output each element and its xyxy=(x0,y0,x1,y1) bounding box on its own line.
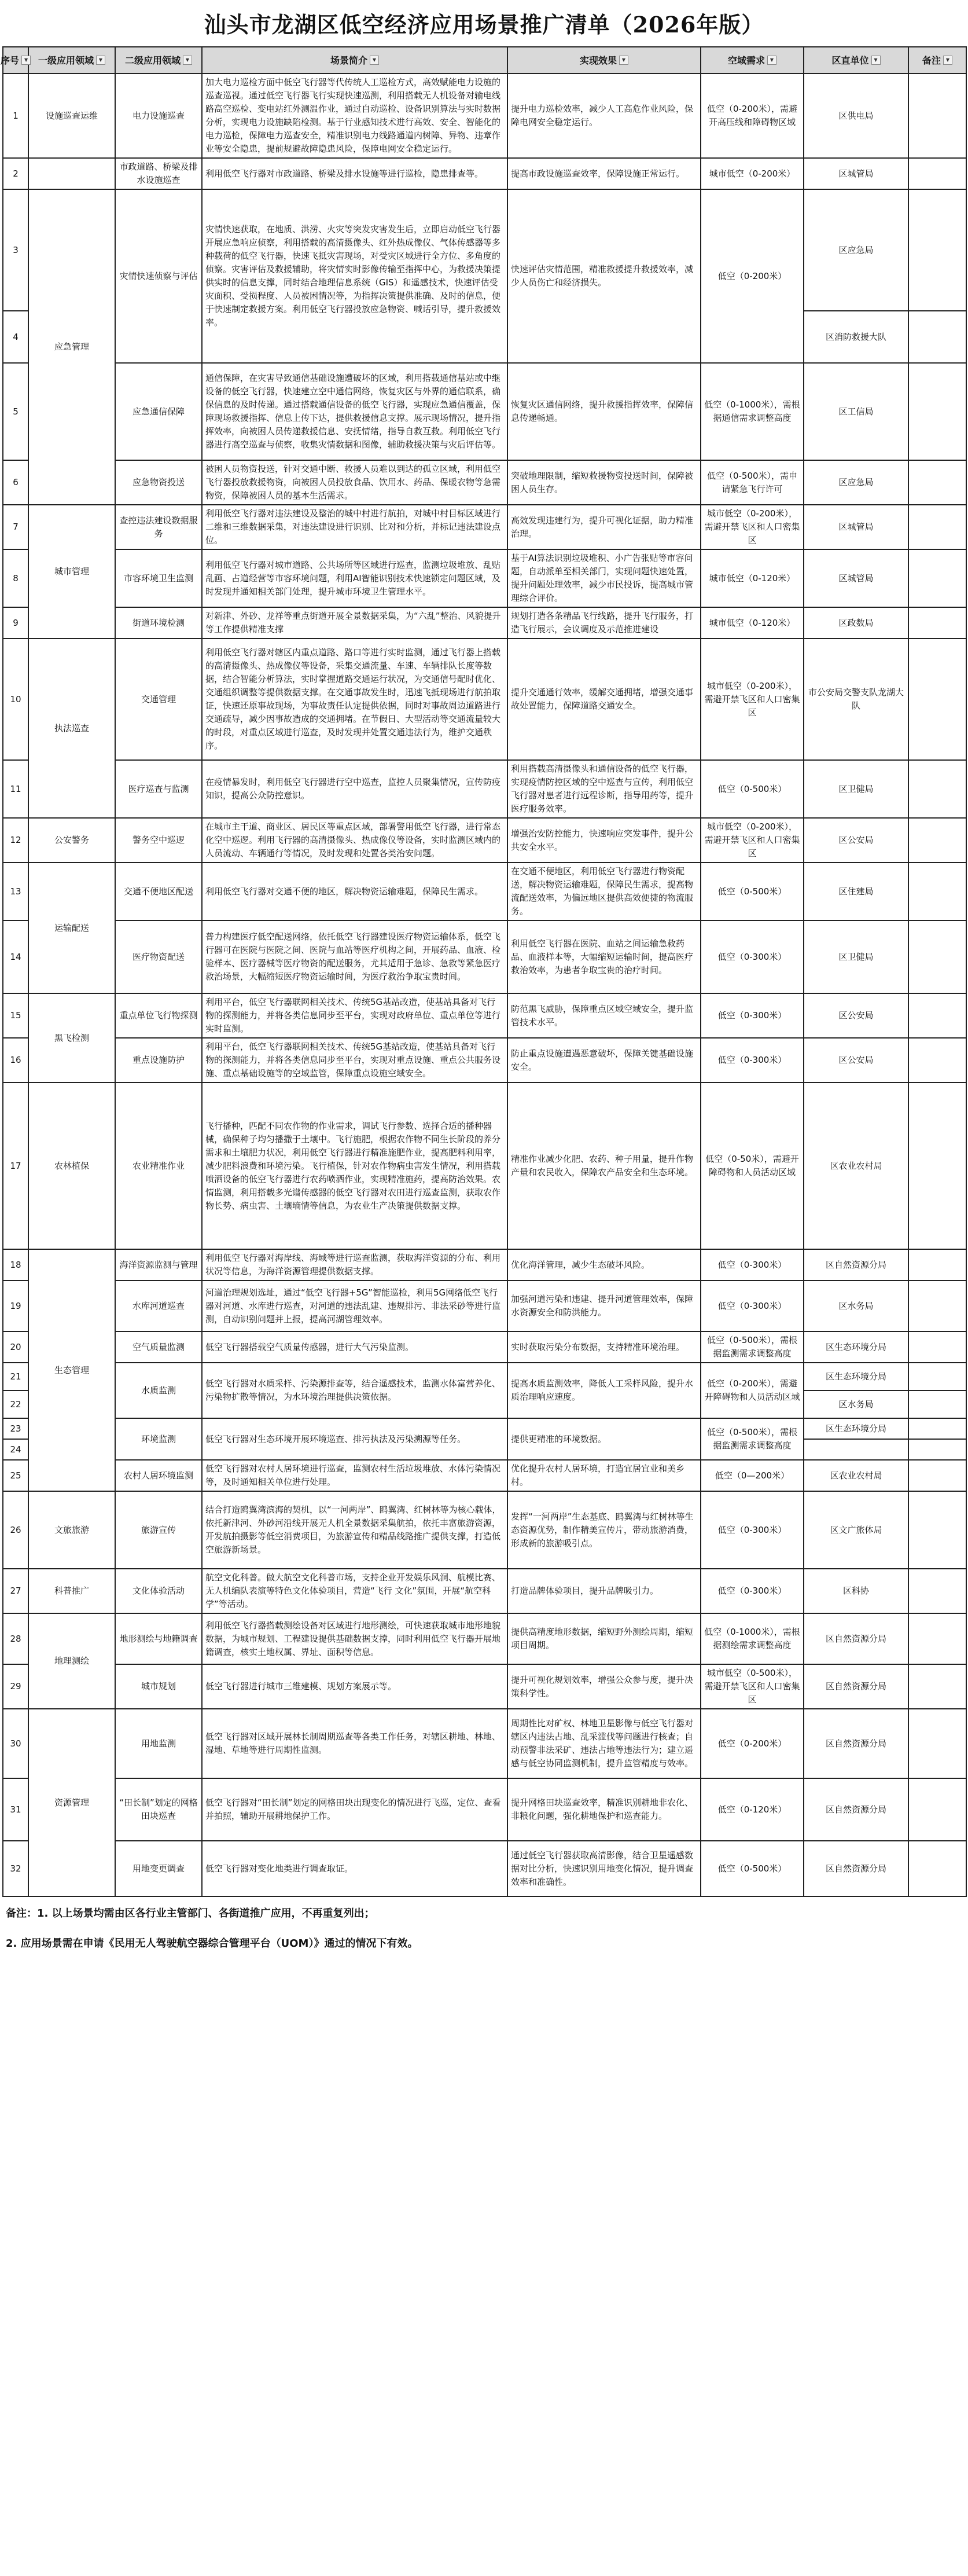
scenario-description-cell: 加大电力巡检方面中低空飞行器等代传统人工巡检方式，高效赋能电力设施的巡查巡视。通过低空飞行器飞行实现快速巡测，利用搭载无人机设备对输电线路高空巡检、变电站红外测温作业，通过自动巡检、设备识别算法与实时数据分析，实现电力设施缺陷检测。基于行业感知技术进行高效、安全、智能化的电力巡检，保障电力巡查安全，精准识别电力线路通道内树障、异物、违章作业等安全隐患，提前规避故障隐患风险，保障电网安全稳定运行。 xyxy=(202,74,507,158)
remark-cell xyxy=(908,1841,966,1896)
remark-cell xyxy=(908,505,966,549)
remark-cell xyxy=(908,1390,966,1418)
effect-cell: 防止重点设施遭遇恶意破坏，保障关键基础设施安全。 xyxy=(507,1038,701,1082)
airspace-requirement-cell: 低空（0—200米） xyxy=(701,1460,804,1491)
table-row xyxy=(3,1613,966,1664)
table-row xyxy=(3,363,966,460)
row-number-cell: 31 xyxy=(3,1778,28,1841)
remark-cell xyxy=(908,863,966,920)
level2-domain-cell: 街道环境检测 xyxy=(115,607,202,639)
department-cell: 区科协 xyxy=(804,1569,908,1613)
row-number-cell: 25 xyxy=(3,1460,28,1491)
effect-cell: 实时获取污染分布数据，支持精准环境治理。 xyxy=(507,1331,701,1363)
row-number-cell: 27 xyxy=(3,1569,28,1613)
level1-domain-cell: 生态管理 xyxy=(28,1249,115,1491)
column-header xyxy=(115,47,202,74)
level2-domain-cell: 农业精准作业 xyxy=(115,1082,202,1249)
department-cell: 区农业农村局 xyxy=(804,1460,908,1491)
row-number-cell: 20 xyxy=(3,1331,28,1363)
filter-dropdown-icon[interactable]: ▼ xyxy=(96,56,105,65)
effect-cell: 优化海洋管理，减少生态破坏风险。 xyxy=(507,1249,701,1280)
scenario-description-cell: 低空飞行器对区域开展林长制周期巡查等各类工作任务，对辖区耕地、林地、湿地、草地等进行周期性监测。 xyxy=(202,1709,507,1778)
department-cell: 区自然资源分局 xyxy=(804,1778,908,1841)
department-cell: 区公安局 xyxy=(804,818,908,863)
scenario-description-cell: 利用低空飞行器对城市道路、公共场所等区域进行巡查，监测垃圾堆放、乱贴乱画、占道经营等市容环境问题，利用AI智能识别技术快速锁定问题区域，及时发现并通知相关部门处理，提升城市环境卫生管理水平。 xyxy=(202,549,507,607)
table-row xyxy=(3,1778,966,1841)
level2-domain-cell: 地形测绘与地籍调查 xyxy=(115,1613,202,1664)
row-number-cell: 19 xyxy=(3,1280,28,1331)
table-row xyxy=(3,1418,966,1439)
scenario-description-cell: 通信保障，在灾害导致通信基础设施遭破坏的区域，利用搭载通信基站或中继设备的低空飞行器，快速建立空中通信网络，恢复灾区与外界的通信联系，确保信息的及时传递。通过搭载通信设备的低空飞行器，实现应急通信覆盖，保障现场救援指挥、信息上传下达，提供救援信息支撑。展示现场情况，提升指挥效率，向被困人员传递救援信息、安抚情绪，指导自救互救。利用低空飞行器进行高空巡查与侦察，收集灾情数据和图像，辅助救援决策与灾后评估等。 xyxy=(202,363,507,460)
airspace-requirement-cell: 城市低空（0-500米），需避开禁飞区和人口密集区 xyxy=(701,1664,804,1709)
airspace-requirement-cell: 城市低空（0-200米），需避开禁飞区和人口密集区 xyxy=(701,505,804,549)
row-number-cell: 1 xyxy=(3,74,28,158)
row-number-cell: 7 xyxy=(3,505,28,549)
level1-domain-cell: 公安警务 xyxy=(28,818,115,863)
level2-domain-cell: 文化体验活动 xyxy=(115,1569,202,1613)
scenario-description-cell: 利用低空飞行器对辖区内重点道路、路口等进行实时监测，通过飞行器上搭载的高清摄像头、热成像仪等设备，采集交通流量、车速、车辆排队长度等数据，结合智能分析算法，实时掌握道路交通运行状况，为交通信号配时优化、交通组织调整等提供数据支撑。在交通事故发生时，迅速飞抵现场进行航拍取证，快速还原事故现场，为事故责任认定提供依据，同时对事故周边道路进行交通疏导，减少因事故造成的交通拥堵。在节假日、大型活动等交通流量较大的时段，对重点区域进行巡查，及时发现并处置交通违法行为，维护交通秩序。 xyxy=(202,639,507,760)
effect-cell: 提升电力巡检效率，减少人工高危作业风险，保障电网安全稳定运行。 xyxy=(507,74,701,158)
table-row xyxy=(3,920,966,993)
scenario-description-cell: 河道治理规划选址，通过“低空飞行器+5G”智能巡检，利用5G网络低空飞行器对河道、水库进行巡查，对河道的违法乱建、违规排污、非法采砂等进行监测，自动识别问题并上报，提高河湖管理效率。 xyxy=(202,1280,507,1331)
level2-domain-cell: 市政道路、桥梁及排水设施巡查 xyxy=(115,158,202,189)
level2-domain-cell: 医疗物资配送 xyxy=(115,920,202,993)
scenario-description-cell: 利用低空飞行器对海岸线、海域等进行巡查监测，获取海洋资源的分布、利用状况等信息，为海洋资源管理提供数据支撑。 xyxy=(202,1249,507,1280)
scenario-description-cell: 利用低空飞行器对违法建设及整治的城中村进行航拍，对城中村目标区域进行二维和三维数据采集，对违法建设进行识别、比对和分析，并标记违法建设点位。 xyxy=(202,505,507,549)
department-cell: 区生态环境分局 xyxy=(804,1331,908,1363)
column-header xyxy=(908,47,966,74)
department-cell: 区政数局 xyxy=(804,607,908,639)
department-cell: 区消防救援大队 xyxy=(804,311,908,363)
department-cell: 区城管局 xyxy=(804,158,908,189)
row-number-cell: 23 xyxy=(3,1418,28,1439)
row-number-cell: 32 xyxy=(3,1841,28,1896)
airspace-requirement-cell: 低空（0-300米） xyxy=(701,1280,804,1331)
level1-domain-cell: 运输配送 xyxy=(28,863,115,993)
table-row xyxy=(3,818,966,863)
remark-cell xyxy=(908,1460,966,1491)
row-number-cell: 8 xyxy=(3,549,28,607)
airspace-requirement-cell: 城市低空（0-120米） xyxy=(701,607,804,639)
level2-domain-cell: 灾情快速侦察与评估 xyxy=(115,189,202,363)
table-row xyxy=(3,1460,966,1491)
scenario-description-cell: 低空飞行器对变化地类进行调查取证。 xyxy=(202,1841,507,1896)
department-cell: 区城管局 xyxy=(804,505,908,549)
airspace-requirement-cell: 低空（0-300米） xyxy=(701,1249,804,1280)
department-cell: 区生态环境分局 xyxy=(804,1363,908,1390)
remark-cell xyxy=(908,993,966,1038)
row-number-cell: 30 xyxy=(3,1709,28,1778)
effect-cell: 提升可视化规划效率，增强公众参与度，提升决策科学性。 xyxy=(507,1664,701,1709)
column-header-label: 区直单位 xyxy=(831,54,869,66)
scenario-description-cell: 低空飞行器搭载空气质量传感器，进行大气污染监测。 xyxy=(202,1331,507,1363)
level1-domain-cell xyxy=(28,158,115,189)
effect-cell: 利用低空飞行器在医院、血站之间运输急救药品、血液样本等，大幅缩短运输时间，提高医疗救治效率，为患者争取宝贵的治疗时间。 xyxy=(507,920,701,993)
airspace-requirement-cell: 低空（0-120米） xyxy=(701,1778,804,1841)
department-cell: 区自然资源分局 xyxy=(804,1613,908,1664)
department-cell: 区应急局 xyxy=(804,189,908,311)
effect-cell: 在交通不便地区，利用低空飞行器进行物资配送，解决物资运输难题，保障民生需求，提高物流配送效率，为偏远地区提供高效便捷的物流服务。 xyxy=(507,863,701,920)
airspace-requirement-cell: 低空（0-300米） xyxy=(701,1491,804,1569)
remark-cell xyxy=(908,1331,966,1363)
level2-domain-cell: 交通不便地区配送 xyxy=(115,863,202,920)
level1-domain-cell: 应急管理 xyxy=(28,189,115,505)
airspace-requirement-cell: 城市低空（0-200米），需避开禁飞区和人口密集区 xyxy=(701,818,804,863)
department-cell: 区应急局 xyxy=(804,460,908,505)
remark-cell xyxy=(908,311,966,363)
row-number-cell: 4 xyxy=(3,311,28,363)
column-header-label: 一级应用领域 xyxy=(38,54,94,66)
airspace-requirement-cell: 低空（0-500米） xyxy=(701,760,804,818)
level2-domain-cell: 应急物资投送 xyxy=(115,460,202,505)
row-number-cell: 3 xyxy=(3,189,28,311)
remark-cell xyxy=(908,1082,966,1249)
row-number-cell: 11 xyxy=(3,760,28,818)
column-header xyxy=(804,47,908,74)
airspace-requirement-cell: 低空（0-500米），需申请紧急飞行许可 xyxy=(701,460,804,505)
scenario-description-cell: 普力构建医疗低空配送网络，依托低空飞行器建设医疗物资运输体系，低空飞行器可在医院与医院之间、医院与血站等医疗机构之间，开展药品、血液、检验样本、医疗器械等医疗物资的配送服务，尤其适用于急诊、急救等紧急医疗救治场景，大幅缩短医疗物资运输时间，为医疗救治争取宝贵时间。 xyxy=(202,920,507,993)
department-cell: 区文广旅体局 xyxy=(804,1491,908,1569)
effect-cell: 提供高精度地形数据，缩短野外测绘周期，缩短项目周期。 xyxy=(507,1613,701,1664)
column-header-label: 备注 xyxy=(922,54,941,66)
effect-cell: 防范黑飞威胁，保障重点区域空域安全，提升监管技术水平。 xyxy=(507,993,701,1038)
scenario-table xyxy=(2,46,967,1897)
remark-cell xyxy=(908,1439,966,1460)
scenario-description-cell: 利用低空飞行器对交通不便的地区，解决物资运输难题，保障民生需求。 xyxy=(202,863,507,920)
table-row xyxy=(3,1491,966,1569)
level1-domain-cell: 地理测绘 xyxy=(28,1613,115,1709)
filter-dropdown-icon[interactable]: ▼ xyxy=(370,56,379,65)
department-cell: 区水务局 xyxy=(804,1390,908,1418)
column-header-label: 场景简介 xyxy=(330,54,367,66)
department-cell xyxy=(804,1439,908,1460)
airspace-requirement-cell: 城市低空（0-200米），需避开禁飞区和人口密集区 xyxy=(701,639,804,760)
row-number-cell: 10 xyxy=(3,639,28,760)
department-cell: 区自然资源分局 xyxy=(804,1709,908,1778)
effect-cell: 提升交通通行效率，缓解交通拥堵，增强交通事故处置能力，保障道路交通安全。 xyxy=(507,639,701,760)
level1-domain-cell: 城市管理 xyxy=(28,505,115,639)
row-number-cell: 6 xyxy=(3,460,28,505)
remark-cell xyxy=(908,1778,966,1841)
level2-domain-cell: “田长制”划定的网格田块巡查 xyxy=(115,1778,202,1841)
airspace-requirement-cell: 城市低空（0-120米） xyxy=(701,549,804,607)
row-number-cell: 13 xyxy=(3,863,28,920)
page-title: 汕头市龙湖区低空经济应用场景推广清单（2026年版） xyxy=(204,12,764,38)
table-row xyxy=(3,460,966,505)
level2-domain-cell: 海洋资源监测与管理 xyxy=(115,1249,202,1280)
remark-cell xyxy=(908,818,966,863)
column-header-label: 空域需求 xyxy=(727,54,765,66)
remark-cell xyxy=(908,1709,966,1778)
column-header xyxy=(701,47,804,74)
row-number-cell: 12 xyxy=(3,818,28,863)
scenario-description-cell: 低空飞行器进行城市三维建模、规划方案展示等。 xyxy=(202,1664,507,1709)
effect-cell: 规划打造各条精品飞行线路，提升飞行服务，打造飞行展示，会议调度及示范推进建设 xyxy=(507,607,701,639)
note-2: 2. 应用场景需在申请《民用无人驾驶航空器综合管理平台（UOM）》通过的情况下有效。 xyxy=(6,1937,418,1950)
effect-cell: 提升网格田块巡查效率，精准识别耕地非农化、非粮化问题，强化耕地保护和巡查能力。 xyxy=(507,1778,701,1841)
row-number-cell: 24 xyxy=(3,1439,28,1460)
department-cell: 区公安局 xyxy=(804,993,908,1038)
remark-cell xyxy=(908,1418,966,1439)
airspace-requirement-cell: 低空（0-300米） xyxy=(701,1569,804,1613)
remark-cell xyxy=(908,1491,966,1569)
effect-cell: 精准作业减少化肥、农药、种子用量，提升作物产量和农民收入，保障农产品安全和生态环境。 xyxy=(507,1082,701,1249)
table-header-row xyxy=(3,47,966,74)
row-number-cell: 17 xyxy=(3,1082,28,1249)
effect-cell: 周期性比对矿权、林地卫星影像与低空飞行器对辖区内违法占地、乱采滥伐等问题进行核查；自动预警非法采矿、违法占地等违法行为；建立遥感与低空协同监测机制，提升监管精度与效率。 xyxy=(507,1709,701,1778)
scenario-description-cell: 低空飞行器对“田长制”划定的网格田块出现变化的情况进行飞巡，定位、查看并拍照，辅助开展耕地保护工作。 xyxy=(202,1778,507,1841)
level2-domain-cell: 市容环境卫生监测 xyxy=(115,549,202,607)
department-cell: 区城管局 xyxy=(804,549,908,607)
remark-cell xyxy=(908,363,966,460)
effect-cell: 提高市政设施巡查效率，保障设施正常运行。 xyxy=(507,158,701,189)
row-number-cell: 22 xyxy=(3,1390,28,1418)
row-number-cell: 26 xyxy=(3,1491,28,1569)
scenario-description-cell: 低空飞行器对农村人居环境进行巡查，监测农村生活垃圾堆放、水体污染情况等，及时通知相关单位进行处理。 xyxy=(202,1460,507,1491)
scenario-description-cell: 对新津、外砂、龙祥等重点街道开展全景数据采集，为“六乱”整治、风貌提升等工作提供精准支撑 xyxy=(202,607,507,639)
remark-cell xyxy=(908,1613,966,1664)
table-row xyxy=(3,993,966,1038)
remark-cell xyxy=(908,1664,966,1709)
airspace-requirement-cell: 低空（0-1000米），需根据测绘需求调整高度 xyxy=(701,1613,804,1664)
airspace-requirement-cell: 低空（0-500米） xyxy=(701,1841,804,1896)
level2-domain-cell: 重点单位飞行物探测 xyxy=(115,993,202,1038)
airspace-requirement-cell: 低空（0-200米） xyxy=(701,1709,804,1778)
effect-cell: 增强治安防控能力，快速响应突发事件，提升公共安全水平。 xyxy=(507,818,701,863)
table-row xyxy=(3,1569,966,1613)
effect-cell: 高效发现违建行为，提升可视化证据，助力精准治理。 xyxy=(507,505,701,549)
row-number-cell: 14 xyxy=(3,920,28,993)
table-row xyxy=(3,639,966,760)
effect-cell: 打造品牌体验项目，提升品牌吸引力。 xyxy=(507,1569,701,1613)
column-header xyxy=(3,47,28,74)
department-cell: 区自然资源分局 xyxy=(804,1249,908,1280)
effect-cell: 发挥“一河两岸”生态基底、鸥翼湾与红树林等生态资源优势，制作精美宣传片，带动旅游消费，形成新的旅游吸引点。 xyxy=(507,1491,701,1569)
remark-cell xyxy=(908,607,966,639)
remark-cell xyxy=(908,760,966,818)
table-row xyxy=(3,1331,966,1363)
scenario-description-cell: 利用平台，低空飞行器联网相关技术、传统5G基站改造，使基站具备对飞行物的探测能力，并将各类信息同步至平台，实现对政府单位、重点单位等进行实时监测。 xyxy=(202,993,507,1038)
filter-dropdown-icon[interactable]: ▼ xyxy=(21,56,31,65)
level2-domain-cell: 警务空中巡逻 xyxy=(115,818,202,863)
airspace-requirement-cell: 低空（0-200米），需避开障碍物和人员活动区域 xyxy=(701,1363,804,1418)
scenario-description-cell: 结合打造鸥翼湾滨海的契机，以“一河两岸”、鸥翼湾、红树林等为核心载体，依托新津河、外砂河沿线开展无人机全景数据采集航拍，依托丰富旅游资源，开发航拍摄影等低空消费项目，为旅游宣传和精品线路推广提供支撑，打造低空旅游新场景。 xyxy=(202,1491,507,1569)
scenario-description-cell: 利用低空飞行器搭载测绘设备对区域进行地形测绘，可快速获取城市地形地貌数据，为城市规划、工程建设提供基础数据支撑，同时利用低空飞行器开展地籍调查，核实土地权属、界址、面积等信息。 xyxy=(202,1613,507,1664)
scenario-description-cell: 利用低空飞行器对市政道路、桥梁及排水设施等进行巡检，隐患排查等。 xyxy=(202,158,507,189)
scenario-description-cell: 被困人员物资投送，针对交通中断、救援人员难以到达的孤立区域，利用低空飞行器投放救援物资，向被困人员投放食品、饮用水、药品、保暖衣物等急需物资，保障被困人员的基本生活需求。 xyxy=(202,460,507,505)
airspace-requirement-cell: 低空（0-1000米），需根据通信需求调整高度 xyxy=(701,363,804,460)
scenario-description-cell: 航空文化科普。做大航空文化科普市场，支持企业开发娱乐风洞、航模比赛、无人机编队表演等特色文化体验项目，营造“飞行 文化”氛围，开展“航空科学”等活动。 xyxy=(202,1569,507,1613)
column-header xyxy=(507,47,701,74)
table-row xyxy=(3,1664,966,1709)
effect-cell: 提供更精准的环境数据。 xyxy=(507,1418,701,1460)
airspace-requirement-cell: 低空（0-500米），需根据监测需求调整高度 xyxy=(701,1331,804,1363)
remark-cell xyxy=(908,158,966,189)
airspace-requirement-cell: 城市低空（0-200米） xyxy=(701,158,804,189)
level2-domain-cell: 城市规划 xyxy=(115,1664,202,1709)
effect-cell: 快速评估灾情范围，精准救援提升救援效率，减少人员伤亡和经济损失。 xyxy=(507,189,701,363)
column-header xyxy=(28,47,115,74)
level2-domain-cell: 空气质量监测 xyxy=(115,1331,202,1363)
table-row xyxy=(3,74,966,158)
department-cell: 区供电局 xyxy=(804,74,908,158)
level1-domain-cell: 设施巡查运维 xyxy=(28,74,115,158)
remark-cell xyxy=(908,1280,966,1331)
airspace-requirement-cell: 低空（0-300米） xyxy=(701,920,804,993)
notes xyxy=(2,1897,966,1953)
scenario-description-cell: 飞行播种，匹配不同农作物的作业需求，调试飞行参数、选择合适的播种器械，确保种子均匀播撒于土壤中。飞行施肥，根据农作物不同生长阶段的养分需求和土壤肥力状况，利用低空飞行器进行精准施肥作业，提高肥料利用率，减少肥料浪费和环境污染。飞行植保，针对农作物病虫害发生情况，利用搭载喷洒设备的低空飞行器进行农药喷洒作业，实现精准施药，提高防治效果。农情监测，利用搭载多光谱传感器的低空飞行器对农田进行巡查监测，获取农作物长势、病虫害、土壤墒情等信息，为农业生产决策提供数据支撑。 xyxy=(202,1082,507,1249)
table-row xyxy=(3,189,966,311)
remark-cell xyxy=(908,1569,966,1613)
level2-domain-cell: 查控违法建设数据服务 xyxy=(115,505,202,549)
airspace-requirement-cell: 低空（0-200米），需避开高压线和障碍物区域 xyxy=(701,74,804,158)
filter-dropdown-icon[interactable]: ▼ xyxy=(619,56,628,65)
row-number-cell: 5 xyxy=(3,363,28,460)
table-row xyxy=(3,1363,966,1390)
row-number-cell: 16 xyxy=(3,1038,28,1082)
filter-dropdown-icon[interactable]: ▼ xyxy=(183,56,192,65)
remark-cell xyxy=(908,639,966,760)
table-body xyxy=(3,74,966,1896)
level1-domain-cell: 资源管理 xyxy=(28,1709,115,1896)
row-number-cell: 9 xyxy=(3,607,28,639)
filter-dropdown-icon[interactable]: ▼ xyxy=(767,56,776,65)
department-cell: 区住建局 xyxy=(804,863,908,920)
table-row xyxy=(3,1038,966,1082)
row-number-cell: 21 xyxy=(3,1363,28,1390)
scenario-description-cell: 低空飞行器对生态环境开展环境巡查、排污执法及污染溯源等任务。 xyxy=(202,1418,507,1460)
level1-domain-cell: 黑飞检测 xyxy=(28,993,115,1082)
note-1: 备注：1. 以上场景均需由区各行业主管部门、各街道推广应用，不再重复列出； xyxy=(6,1907,375,1920)
level2-domain-cell: 重点设施防护 xyxy=(115,1038,202,1082)
remark-cell xyxy=(908,1249,966,1280)
effect-cell: 优化提升农村人居环境，打造宜居宜业和美乡村。 xyxy=(507,1460,701,1491)
column-header-label: 序号 xyxy=(1,54,20,66)
level1-domain-cell: 文旅旅游 xyxy=(28,1491,115,1569)
table-row xyxy=(3,549,966,607)
level2-domain-cell: 环境监测 xyxy=(115,1418,202,1460)
department-cell: 区工信局 xyxy=(804,363,908,460)
level2-domain-cell: 用地监测 xyxy=(115,1709,202,1778)
effect-cell: 恢复灾区通信网络，提升救援指挥效率，保障信息传递畅通。 xyxy=(507,363,701,460)
scenario-description-cell: 灾情快速获取，在地质、洪涝、火灾等突发灾害发生后，立即启动低空飞行器开展应急响应侦察，利用搭载的高清摄像头、红外热成像仪、气体传感器等多种载荷的低空飞行器，快速飞抵灾害现场，对受灾区域进行全方位、多角度的侦察。灾害评估及救援辅助，将灾情实时影像传输至指挥中心，为救援决策提供实时的信息支撑，同时结合地理信息系统（GIS）和遥感技术，快速评估受灾面积、受损程度、人员被困情况等，为指挥决策提供准确、及时的信息，便于快速制定救援方案。利用低空飞行器投放应急物资、喊话引导，提升救援效率。 xyxy=(202,189,507,363)
airspace-requirement-cell: 低空（0-200米） xyxy=(701,189,804,363)
level2-domain-cell: 水质监测 xyxy=(115,1363,202,1418)
table-row xyxy=(3,607,966,639)
row-number-cell: 29 xyxy=(3,1664,28,1709)
effect-cell: 加强河道污染和违建、提升河道管理效率，保障水资源安全和防洪能力。 xyxy=(507,1280,701,1331)
airspace-requirement-cell: 低空（0-500米） xyxy=(701,863,804,920)
table-row xyxy=(3,1841,966,1896)
effect-cell: 提高水质监测效率，降低人工采样风险，提升水质治理响应速度。 xyxy=(507,1363,701,1418)
table-row xyxy=(3,158,966,189)
table-row xyxy=(3,1249,966,1280)
effect-cell: 突破地理限制，缩短救援物资投送时间，保障被困人员生存。 xyxy=(507,460,701,505)
level1-domain-cell: 科普推广 xyxy=(28,1569,115,1613)
remark-cell xyxy=(908,1038,966,1082)
level2-domain-cell: 农村人居环境监测 xyxy=(115,1460,202,1491)
department-cell: 区水务局 xyxy=(804,1280,908,1331)
column-header xyxy=(202,47,507,74)
filter-dropdown-icon[interactable]: ▼ xyxy=(871,56,881,65)
row-number-cell: 18 xyxy=(3,1249,28,1280)
column-header-label: 实现效果 xyxy=(579,54,617,66)
table-row xyxy=(3,760,966,818)
level2-domain-cell: 医疗巡查与监测 xyxy=(115,760,202,818)
level1-domain-cell: 农林植保 xyxy=(28,1082,115,1249)
level1-domain-cell: 执法巡查 xyxy=(28,639,115,818)
level2-domain-cell: 用地变更调查 xyxy=(115,1841,202,1896)
filter-dropdown-icon[interactable]: ▼ xyxy=(943,56,952,65)
level2-domain-cell: 应急通信保障 xyxy=(115,363,202,460)
table-row xyxy=(3,1280,966,1331)
department-cell: 区卫健局 xyxy=(804,920,908,993)
scenario-description-cell: 在城市主干道、商业区、居民区等重点区域，部署警用低空飞行器，进行常态化空中巡逻。利用飞行器的高清摄像头、热成像仪等设备，实时监测区域内的人员流动、车辆通行等情况，及时发现和处置各类治安问题。 xyxy=(202,818,507,863)
level2-domain-cell: 旅游宣传 xyxy=(115,1491,202,1569)
row-number-cell: 2 xyxy=(3,158,28,189)
remark-cell xyxy=(908,920,966,993)
remark-cell xyxy=(908,1363,966,1390)
effect-cell: 利用搭载高清摄像头和通信设备的低空飞行器，实现疫情防控区域的空中巡查与宣传，利用低空飞行器对患者进行远程诊断，指导用药等，提升医疗服务效率。 xyxy=(507,760,701,818)
department-cell: 区生态环境分局 xyxy=(804,1418,908,1439)
airspace-requirement-cell: 低空（0-300米） xyxy=(701,993,804,1038)
table-row xyxy=(3,505,966,549)
department-cell: 区卫健局 xyxy=(804,760,908,818)
department-cell: 区农业农村局 xyxy=(804,1082,908,1249)
effect-cell: 基于AI算法识别垃圾堆积、小广告张贴等市容问题，自动派单至相关部门，实现问题快速处置，提升问题处理效率，减少市民投诉，提高城市管理综合评价。 xyxy=(507,549,701,607)
department-cell: 市公安局交警支队龙湖大队 xyxy=(804,639,908,760)
level2-domain-cell: 电力设施巡查 xyxy=(115,74,202,158)
department-cell: 区自然资源分局 xyxy=(804,1841,908,1896)
department-cell: 区公安局 xyxy=(804,1038,908,1082)
scenario-description-cell: 在疫情暴发时，利用低空飞行器进行空中巡查，监控人员聚集情况，宣传防疫知识，提高公众防控意识。 xyxy=(202,760,507,818)
remark-cell xyxy=(908,189,966,311)
airspace-requirement-cell: 低空（0-500米），需根据监测需求调整高度 xyxy=(701,1418,804,1460)
remark-cell xyxy=(908,460,966,505)
scenario-description-cell: 利用平台，低空飞行器联网相关技术、传统5G基站改造，使基站具备对飞行物的探测能力，并将各类信息同步至平台，实现对重点设施、重点公共服务设施、重点基础设施等的空域监管，保障重点设施空域安全。 xyxy=(202,1038,507,1082)
remark-cell xyxy=(908,549,966,607)
airspace-requirement-cell: 低空（0-300米） xyxy=(701,1038,804,1082)
level2-domain-cell: 交通管理 xyxy=(115,639,202,760)
row-number-cell: 15 xyxy=(3,993,28,1038)
row-number-cell: 28 xyxy=(3,1613,28,1664)
column-header-label: 二级应用领域 xyxy=(124,54,181,66)
table-row xyxy=(3,1709,966,1778)
department-cell: 区自然资源分局 xyxy=(804,1664,908,1709)
airspace-requirement-cell: 低空（0-50米），需避开障碍物和人员活动区域 xyxy=(701,1082,804,1249)
remark-cell xyxy=(908,74,966,158)
effect-cell: 通过低空飞行器获取高清影像，结合卫星遥感数据对比分析，快速识别用地变化情况，提升调查效率和准确性。 xyxy=(507,1841,701,1896)
scenario-description-cell: 低空飞行器对水质采样、污染源排查等，结合遥感技术，监测水体富营养化、污染物扩散等情况，为水环境治理提供决策依据。 xyxy=(202,1363,507,1418)
level2-domain-cell: 水库河道巡查 xyxy=(115,1280,202,1331)
table-row xyxy=(3,863,966,920)
table-row xyxy=(3,1082,966,1249)
